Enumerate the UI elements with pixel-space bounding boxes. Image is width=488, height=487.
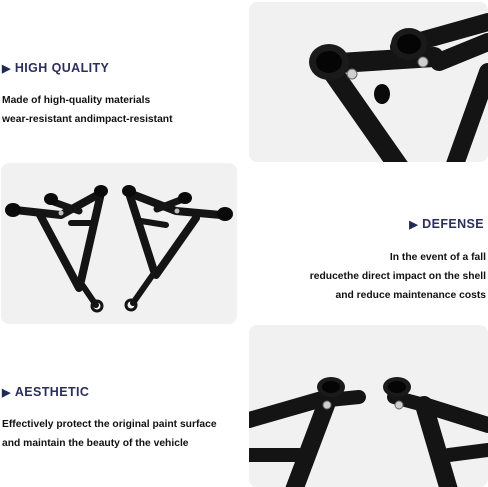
section-description-aesthetic: Effectively protect the original paint surface and maintain the beauty of the vehicle xyxy=(2,419,217,449)
section-heading-high-quality: ▶ HIGH QUALITY xyxy=(2,61,110,75)
play-icon: ▶ xyxy=(409,219,419,231)
crash-bar-closeup-image xyxy=(249,2,488,162)
section-description-defense: In the event of a fall reducethe direct impact on the shell and reduce maintenance costs xyxy=(309,252,486,301)
photo-crash-bar-tubes xyxy=(249,325,488,487)
crash-bar-pair-image xyxy=(1,163,237,324)
play-icon: ▶ xyxy=(2,387,11,399)
photo-crash-bar-pair xyxy=(1,163,237,324)
section-heading-aesthetic: ▶ AESTHETIC xyxy=(2,385,90,399)
crash-bar-tubes-image xyxy=(249,325,488,487)
section-heading-defense: ▶ DEFENSE xyxy=(409,217,484,231)
section-description-high-quality: Made of high-quality materials wear-resistant andimpact-resistant xyxy=(2,95,173,125)
photo-crash-bar-closeup xyxy=(249,2,488,162)
play-icon: ▶ xyxy=(2,63,11,75)
